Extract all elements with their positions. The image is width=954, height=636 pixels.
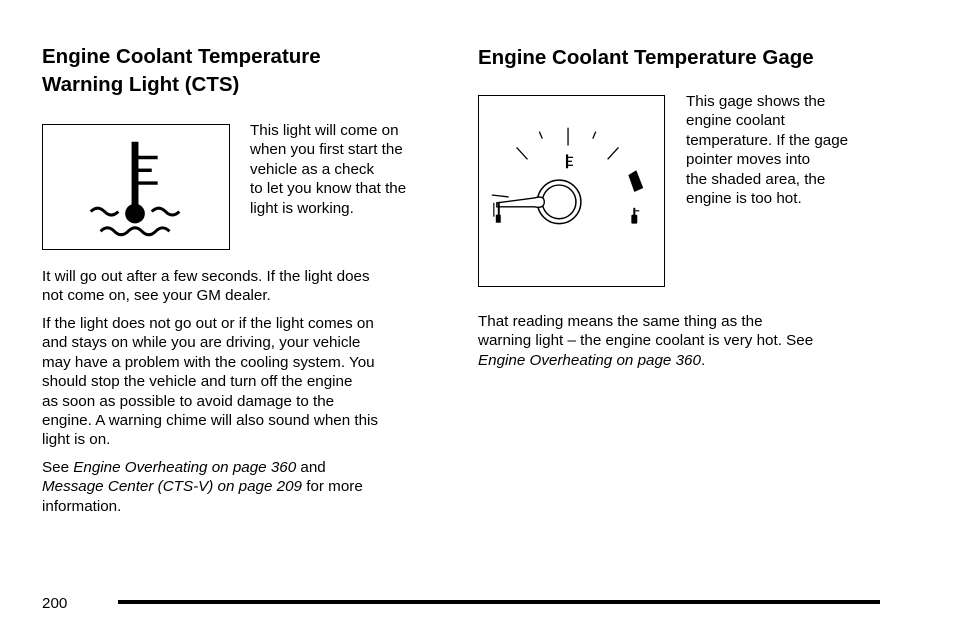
paragraph-text: and: [296, 459, 326, 476]
caption-line: vehicle as a check: [250, 160, 375, 178]
warning-light-caption: [250, 121, 406, 218]
warning-light-heading: [42, 43, 321, 99]
caption-line: This gage shows the: [686, 93, 826, 110]
caption-line: the shaded area, the: [686, 170, 826, 188]
paragraph-line: not come on, see your GM dealer.: [42, 287, 271, 305]
warning-light-paragraph-2: [42, 314, 378, 450]
paragraph-line: engine. A warning chime will also sound when this: [42, 412, 379, 430]
engine-overheating-link[interactable]: Engine Overheating on page 360: [478, 351, 701, 369]
paragraph-line: It will go out after a few seconds. If the light does: [42, 268, 370, 285]
page-number: 200: [42, 595, 68, 612]
gage-figure: [478, 95, 665, 287]
gage-heading-text: Engine Coolant Temperature Gage: [478, 46, 814, 69]
gage-paragraph: [478, 312, 813, 370]
gage-caption: [686, 92, 848, 208]
caption-line: This light will come on: [250, 122, 399, 139]
caption-line: engine coolant: [686, 112, 785, 130]
paragraph-text: for more: [302, 478, 363, 496]
coolant-temperature-gage-illustration: [479, 96, 664, 286]
paragraph-text: See: [42, 459, 74, 476]
caption-line: to let you know that the: [250, 180, 407, 198]
warning-light-paragraph-3: [42, 458, 363, 516]
coolant-temperature-warning-icon: [43, 125, 229, 249]
warning-light-heading-line2: Warning Light (CTS): [42, 73, 240, 96]
caption-line: pointer moves into: [686, 151, 811, 169]
paragraph-text: .: [700, 351, 706, 369]
caption-line: engine is too hot.: [686, 190, 802, 208]
caption-line: when you first start the: [250, 141, 403, 159]
gage-heading: [478, 44, 814, 72]
message-center-link[interactable]: Message Center (CTS-V) on page 209: [42, 478, 303, 496]
warning-light-figure: [42, 124, 230, 250]
paragraph-line: may have a problem with the cooling system. You: [42, 353, 375, 371]
paragraph-line: as soon as possible to avoid damage to the: [42, 392, 335, 410]
paragraph-line: If the light does not go out or if the light comes on: [42, 315, 374, 332]
warning-light-paragraph-1: [42, 267, 370, 306]
engine-overheating-link[interactable]: Engine Overheating on page 360: [73, 459, 297, 476]
caption-line: light is working.: [250, 199, 354, 217]
footer-rule: [118, 600, 880, 604]
paragraph-text: information.: [42, 497, 122, 515]
caption-line: temperature. If the gage: [686, 131, 849, 149]
paragraph-line: That reading means the same thing as the: [478, 313, 763, 330]
paragraph-line: warning light – the engine coolant is very hot. See: [478, 332, 814, 350]
warning-light-heading-line1: Engine Coolant Temperature: [42, 45, 321, 68]
paragraph-line: and stays on while you are driving, your vehicle: [42, 334, 361, 352]
paragraph-line: light is on.: [42, 431, 111, 449]
paragraph-line: should stop the vehicle and turn off the engine: [42, 373, 353, 391]
